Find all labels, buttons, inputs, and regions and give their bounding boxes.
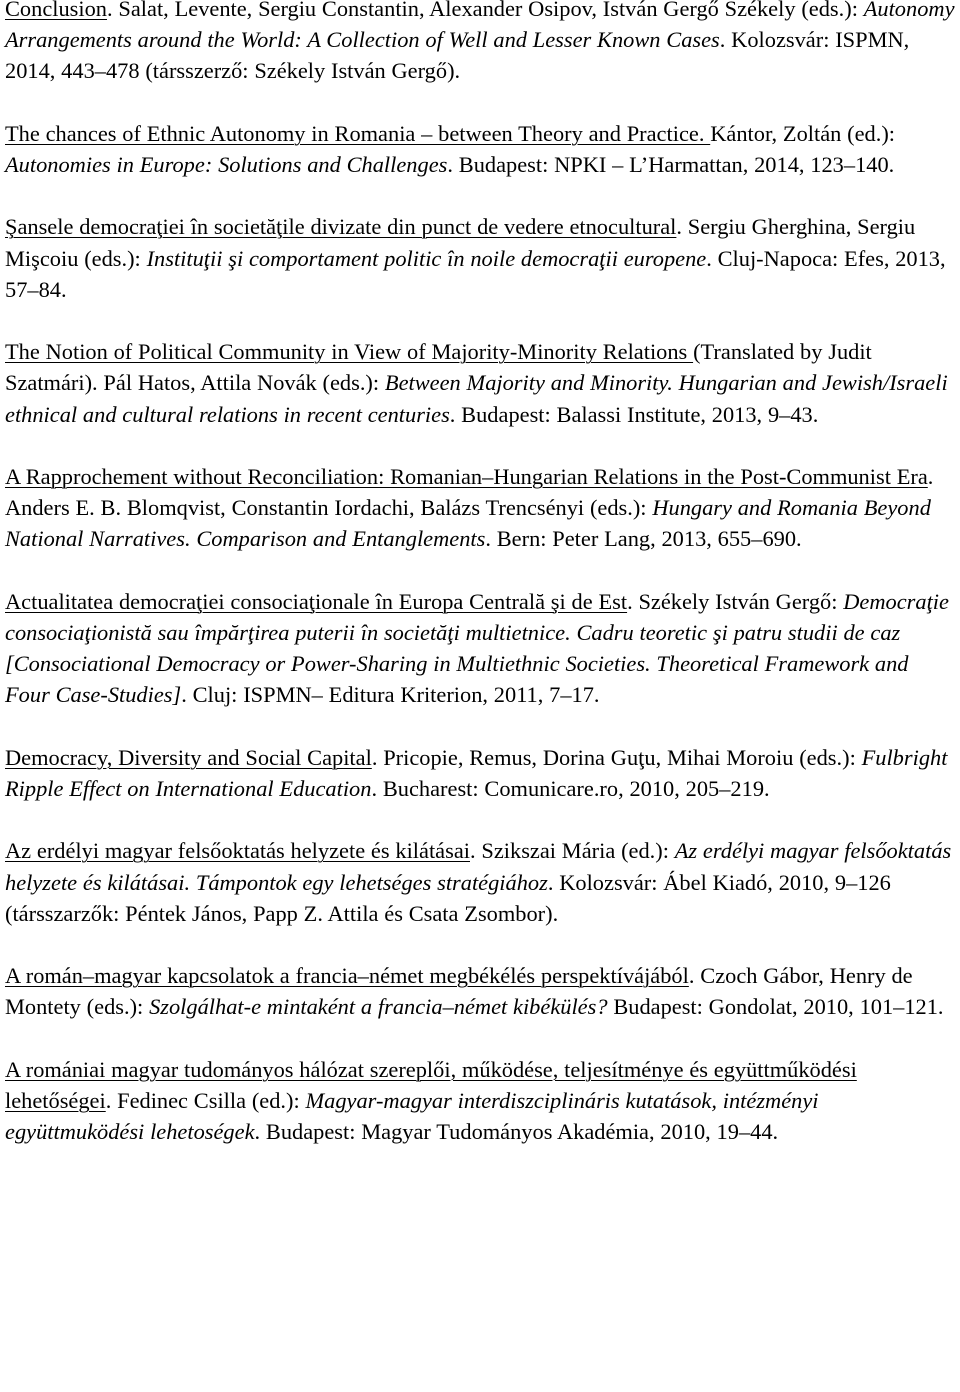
entry-text: . Szikszai Mária (ed.): [470,838,675,864]
entry-title-link[interactable]: Az erdélyi magyar felsőoktatás helyzete és kilátásai [5,838,470,864]
entry-text: Kántor, Zoltán (ed.): [710,120,896,146]
bibliography-entry [5,0,957,87]
entry-text: Budapest: Gondolat, 2010, 101–121. [607,994,944,1020]
entry-text: . Székely István Gergő: [627,588,844,614]
entry-text: . Budapest: NPKI – L’Harmattan, 2014, 123–140. [447,152,895,177]
entry-title-link[interactable]: Actualitatea democraţiei consociaţionale în Europa Centrală şi de Est [5,588,628,614]
entry-title-link[interactable]: The Notion of Political Community in View of Majority-Minority Relations [5,339,694,365]
entry-text: . Kolozsvár: Ábel Kiadó, 2010, 9–126 (társszarzők: Péntek János, Papp Z. Attila és Csata Zsombor). [5,869,891,926]
entry-text: . Anders E. B. Blomqvist, Constantin Iordachi, Balázs Trencsényi (eds.): [5,463,934,521]
bibliography-entry [5,211,957,305]
entry-volume-title: Autonomy Arrangements around the World: A Collection of Well and Lesser Known Cases [5,0,955,53]
entry-title-link[interactable]: Democracy, Diversity and Social Capital [5,744,372,770]
entry-text: . Sergiu Gherghina, Sergiu Mişcoiu (eds.): [5,214,916,271]
entry-text: . Bucharest: Comunicare.ro, 2010, 205–219. [371,775,770,801]
entry-title-link[interactable]: A román–magyar kapcsolatok a francia–német megbékélés perspektívájából [5,963,689,989]
entry-text: . Cluj-Napoca: Efes, 2013, 57–84. [5,245,946,302]
bibliography-list [5,0,957,1147]
entry-text: . Pricopie, Remus, Dorina Guţu, Mihai Moroiu (eds.): [371,744,862,770]
entry-volume-title: Fulbright Ripple Effect on International Education [5,744,948,801]
entry-title-link[interactable]: A romániai magyar tudományos hálózat szereplői, működése, teljesítménye és együttműködési lehetőségei [5,1056,857,1113]
entry-title-link[interactable]: A Rapprochement without Reconciliation: Romanian–Hungarian Relations in the Post-Communist Era [5,463,928,489]
entry-text: . Cluj: ISPMN– Editura Kriterion, 2011, 7–17. [181,682,600,708]
bibliography-entry [5,960,957,1022]
entry-text: . Salat, Levente, Sergiu Constantin, Alexander Osipov, István Gergő Székely (eds.): [107,0,864,21]
entry-volume-title: Az erdélyi magyar felsőoktatás helyzete és kilátásai. Támpontok egy lehetséges stratégiához [5,838,952,895]
entry-title-link[interactable]: The chances of Ethnic Autonomy in Romania – between Theory and Practice. [5,120,711,146]
bibliography-entry [5,461,957,555]
entry-volume-title: Hungary and Romania Beyond National Narratives. Comparison and Entanglements [5,495,931,552]
bibliography-entry [5,1054,957,1148]
entry-volume-title: Democraţie consociaţionistă sau împărţirea puterii în societăţi multietnice. Cadru teoretic şi patru studii de caz [Consociational Democracy or Power-Sharing in Multiethnic Societies. Theoretical Framework and Four Case-Studies] [5,588,949,708]
entry-text: . Budapest: Balassi Institute, 2013, 9–43. [449,401,819,427]
entry-volume-title: Magyar-magyar interdiszciplináris kutatások, intézményi együttmuködési lehetoségek [5,1087,819,1145]
bibliography-entry [5,118,957,180]
entry-title-link[interactable]: Conclusion [5,0,108,21]
entry-volume-title: Szolgálhat-e mintaként a francia–német kibékülés? [149,994,608,1020]
bibliography-page [5,0,957,1147]
entry-text: . Czoch Gábor, Henry de Montety (eds.): [5,963,913,1020]
entry-volume-title: Between Majority and Minority. Hungarian and Jewish/Israeli ethnical and cultural relations in recent centuries [5,370,948,427]
bibliography-entry [5,586,957,711]
entry-text: . Fedinec Csilla (ed.): [105,1087,306,1113]
entry-text: . Bern: Peter Lang, 2013, 655–690. [485,526,802,552]
entry-volume-title: Autonomies in Europe: Solutions and Challenges [5,152,448,177]
bibliography-entry [5,742,957,804]
bibliography-entry [5,835,957,929]
entry-volume-title: Instituţii şi comportament politic în noile democraţii europene [146,245,707,271]
entry-title-link[interactable]: Şansele democraţiei în societăţile divizate din punct de vedere etnocultural [5,214,677,240]
entry-text: . Kolozsvár: ISPMN, 2014, 443–478 (társszerző: Székely István Gergő). [5,27,910,84]
entry-text: (Translated by Judit Szatmári). Pál Hatos, Attila Novák (eds.): [5,339,872,396]
bibliography-entry [5,336,957,430]
entry-text: . Budapest: Magyar Tudományos Akadémia, 2010, 19–44. [254,1119,779,1145]
